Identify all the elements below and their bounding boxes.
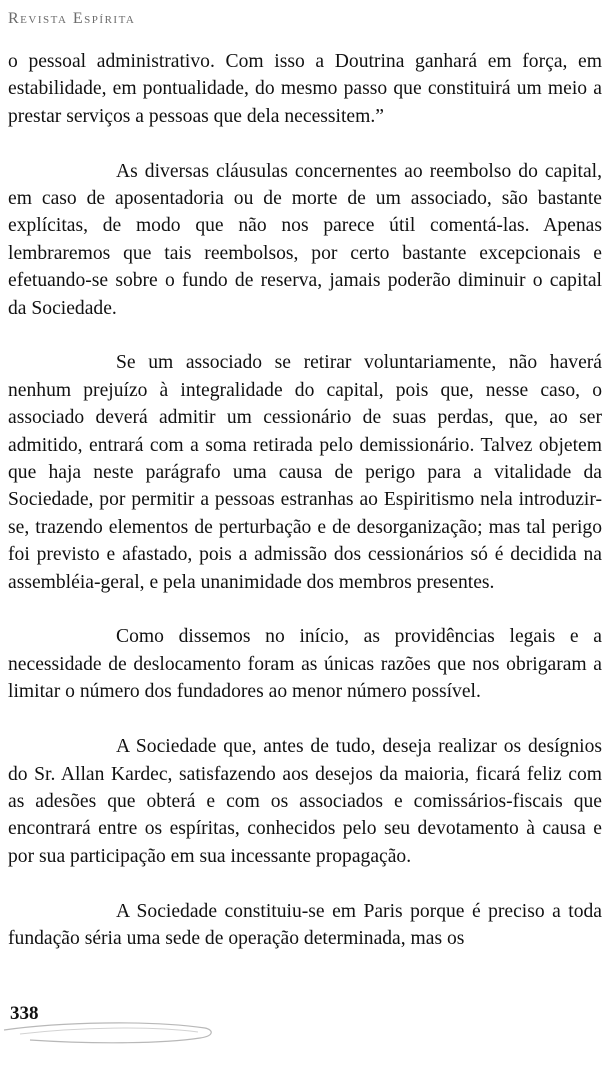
paragraph: Se um associado se retirar voluntariamente, não haverá nenhum prejuízo à integralidade do capital, pois que, nesse caso, o associado deverá admitir um cessionário de suas perdas, que, ao ser admitido, entrará com a soma retirada pelo demissionário. Talvez objetem que haja neste parágrafo uma causa de perigo para a vitalidade da Sociedade, por permitir a pessoas estranhas ao Espiritismo nela introduzir-se, trazendo elementos de perturbação e de desorganização; mas tal perigo foi previsto e afastado, pois a admissão dos cessionários só é decidida na assembléia-geral, e pela unanimidade dos membros presentes.: [8, 352, 602, 593]
running-head: Revista Espírita: [8, 10, 136, 27]
page-number: 338: [10, 1003, 39, 1024]
paragraph: A Sociedade constituiu-se em Paris porque é preciso a toda fundação séria uma sede de operação determinada, mas os: [8, 900, 602, 949]
paragraph: Como dissemos no início, as providências legais e a necessidade de deslocamento foram as únicas razões que nos obrigaram a limitar o número dos fundadores ao menor número possível.: [8, 626, 602, 703]
body-text: [8, 48, 602, 980]
paragraph: A Sociedade que, antes de tudo, deseja realizar os desígnios do Sr. Allan Kardec, satisfazendo aos desejos da maioria, ficará feliz com as adesões que obterá e com os associados e comissários-fiscais que encontrará entre os espíritas, conhecidos pelo seu devotamento à causa e por sua participação em sua incessante propagação.: [8, 736, 602, 867]
paragraph-continuation: o pessoal administrativo. Com isso a Doutrina ganhará em força, em estabilidade, em pontualidade, do mesmo passo que constituirá um meio a prestar serviços a pessoas que dela necessitem.”: [8, 51, 602, 127]
paragraph: As diversas cláusulas concernentes ao reembolso do capital, em caso de aposentadoria ou de morte de um associado, são bastante explícitas, de modo que não nos parece útil comentá-las. Apenas lembraremos que tais reembolsos, por certo bastante excepcionais e efetuando-se sobre o fundo de reserva, jamais poderão diminuir o capital da Sociedade.: [8, 160, 602, 319]
